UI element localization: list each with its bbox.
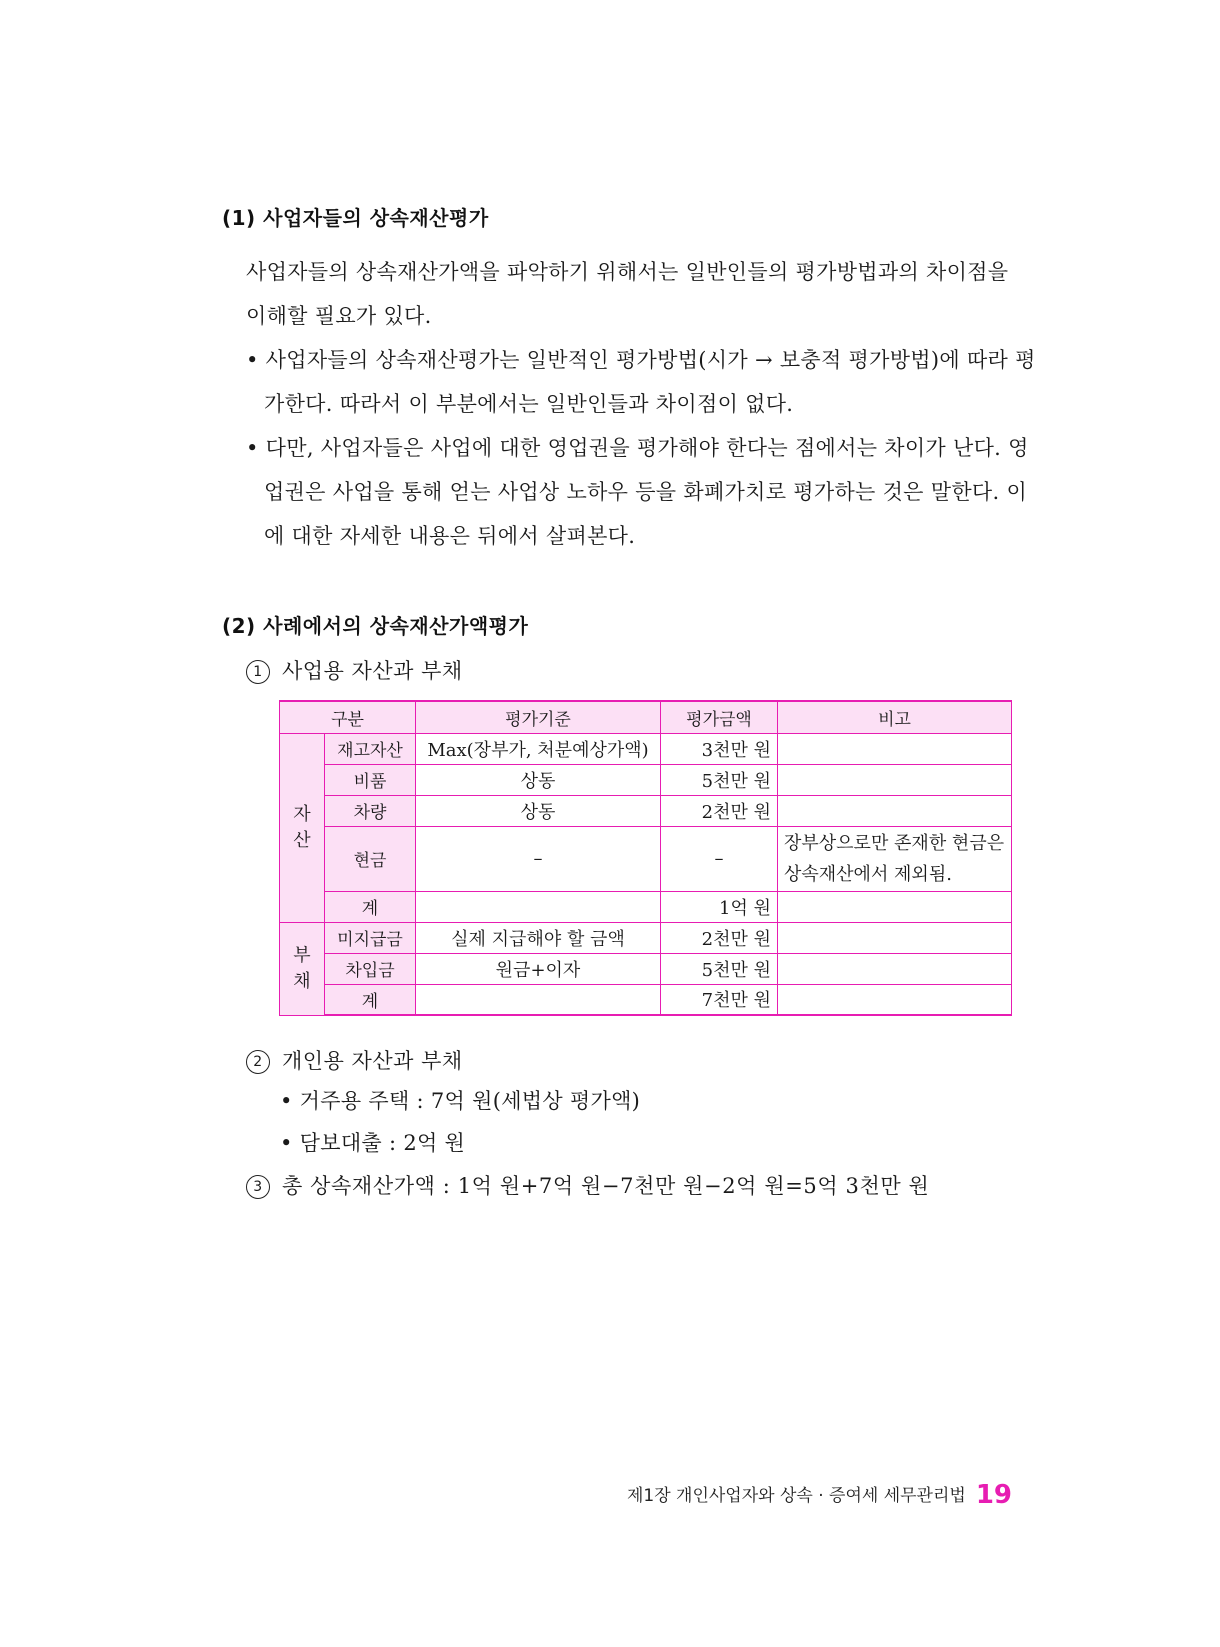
row-basis: 상동 bbox=[416, 795, 661, 826]
sub2-heading bbox=[246, 1045, 463, 1075]
bullet-text: • 다만, 사업자들은 사업에 대한 영업권을 평가해야 한다는 점에서는 차이가 난다. 영업권은 사업을 통해 얻는 사업상 노하우 등을 화폐가치로 평가하는 것은 말한다. 이에 대한 자세한 내용은 뒤에서 살펴본다. bbox=[246, 436, 1029, 548]
section1-bullet-1 bbox=[246, 338, 1036, 426]
liability-group-label: 부 채 bbox=[280, 922, 325, 1015]
row-amount: 2천만 원 bbox=[661, 922, 778, 953]
row-note bbox=[778, 795, 1012, 826]
section2-title: (2) 사례에서의 상속재산가액평가 bbox=[222, 614, 529, 638]
row-amount: 1억 원 bbox=[661, 891, 778, 922]
bullet-text: • 사업자들의 상속재산평가는 일반적인 평가방법(시가 → 보충적 평가방법)에 따라 평가한다. 따라서 이 부분에서는 일반인들과 차이점이 없다. bbox=[246, 348, 1036, 416]
row-basis bbox=[416, 984, 661, 1015]
circled-number: 1 bbox=[246, 660, 270, 684]
row-item: 현금 bbox=[325, 826, 416, 891]
page-footer bbox=[612, 1480, 1012, 1510]
table-row bbox=[280, 953, 1012, 984]
sub1-title: 사업용 자산과 부채 bbox=[282, 659, 463, 683]
row-note bbox=[778, 922, 1012, 953]
section1-title: (1) 사업자들의 상속재산평가 bbox=[222, 206, 489, 230]
chapter-title: 제1장 개인사업자와 상속 · 증여세 세무관리법 bbox=[626, 1486, 966, 1506]
row-amount: 5천만 원 bbox=[661, 953, 778, 984]
sub2-bullets bbox=[280, 1080, 640, 1164]
asset-group-label: 자 산 bbox=[280, 733, 325, 922]
row-amount: – bbox=[661, 826, 778, 891]
table-row bbox=[280, 922, 1012, 953]
row-item: 미지급금 bbox=[325, 922, 416, 953]
total-text: 총 상속재산가액 : 1억 원+7억 원−7천만 원−2억 원=5억 3천만 원 bbox=[282, 1174, 930, 1198]
row-note: 장부상으로만 존재한 현금은 상속재산에서 제외됨. bbox=[778, 826, 1012, 891]
table-header-row bbox=[280, 701, 1012, 733]
row-item: 계 bbox=[325, 984, 416, 1015]
header-note: 비고 bbox=[778, 701, 1012, 733]
list-item: • 거주용 주택 : 7억 원(세법상 평가액) bbox=[280, 1089, 641, 1113]
sub3-total-line bbox=[246, 1170, 929, 1200]
header-basis: 평가기준 bbox=[416, 701, 661, 733]
row-basis bbox=[416, 891, 661, 922]
section1-paragraph: 사업자들의 상속재산가액을 파악하기 위해서는 일반인들의 평가방법과의 차이점을 이해할 필요가 있다. bbox=[246, 260, 1009, 328]
row-amount: 7천만 원 bbox=[661, 984, 778, 1015]
circled-number: 3 bbox=[246, 1175, 270, 1199]
header-category: 구분 bbox=[280, 701, 416, 733]
row-note bbox=[778, 984, 1012, 1015]
row-note bbox=[778, 764, 1012, 795]
business-assets-table bbox=[279, 700, 1012, 1016]
row-amount: 5천만 원 bbox=[661, 764, 778, 795]
row-amount: 3천만 원 bbox=[661, 733, 778, 764]
sub2-title: 개인용 자산과 부채 bbox=[282, 1049, 463, 1073]
table-row bbox=[280, 733, 1012, 764]
table-row bbox=[280, 826, 1012, 891]
row-note bbox=[778, 733, 1012, 764]
section1-bullet-2 bbox=[246, 426, 1036, 558]
page-number: 19 bbox=[975, 1480, 1012, 1510]
row-basis: – bbox=[416, 826, 661, 891]
row-item: 차량 bbox=[325, 795, 416, 826]
row-note bbox=[778, 953, 1012, 984]
row-basis: 상동 bbox=[416, 764, 661, 795]
row-item: 계 bbox=[325, 891, 416, 922]
row-amount: 2천만 원 bbox=[661, 795, 778, 826]
sub1-heading bbox=[246, 655, 463, 685]
table-row bbox=[280, 984, 1012, 1015]
row-basis: 실제 지급해야 할 금액 bbox=[416, 922, 661, 953]
circled-number: 2 bbox=[246, 1050, 270, 1074]
row-basis: 원금+이자 bbox=[416, 953, 661, 984]
table-row bbox=[280, 891, 1012, 922]
header-amount: 평가금액 bbox=[661, 701, 778, 733]
row-item: 비품 bbox=[325, 764, 416, 795]
table-row bbox=[280, 795, 1012, 826]
row-item: 차입금 bbox=[325, 953, 416, 984]
table-row bbox=[280, 764, 1012, 795]
row-item: 재고자산 bbox=[325, 733, 416, 764]
list-item: • 담보대출 : 2억 원 bbox=[280, 1131, 466, 1155]
row-basis: Max(장부가, 처분예상가액) bbox=[416, 733, 661, 764]
row-note bbox=[778, 891, 1012, 922]
